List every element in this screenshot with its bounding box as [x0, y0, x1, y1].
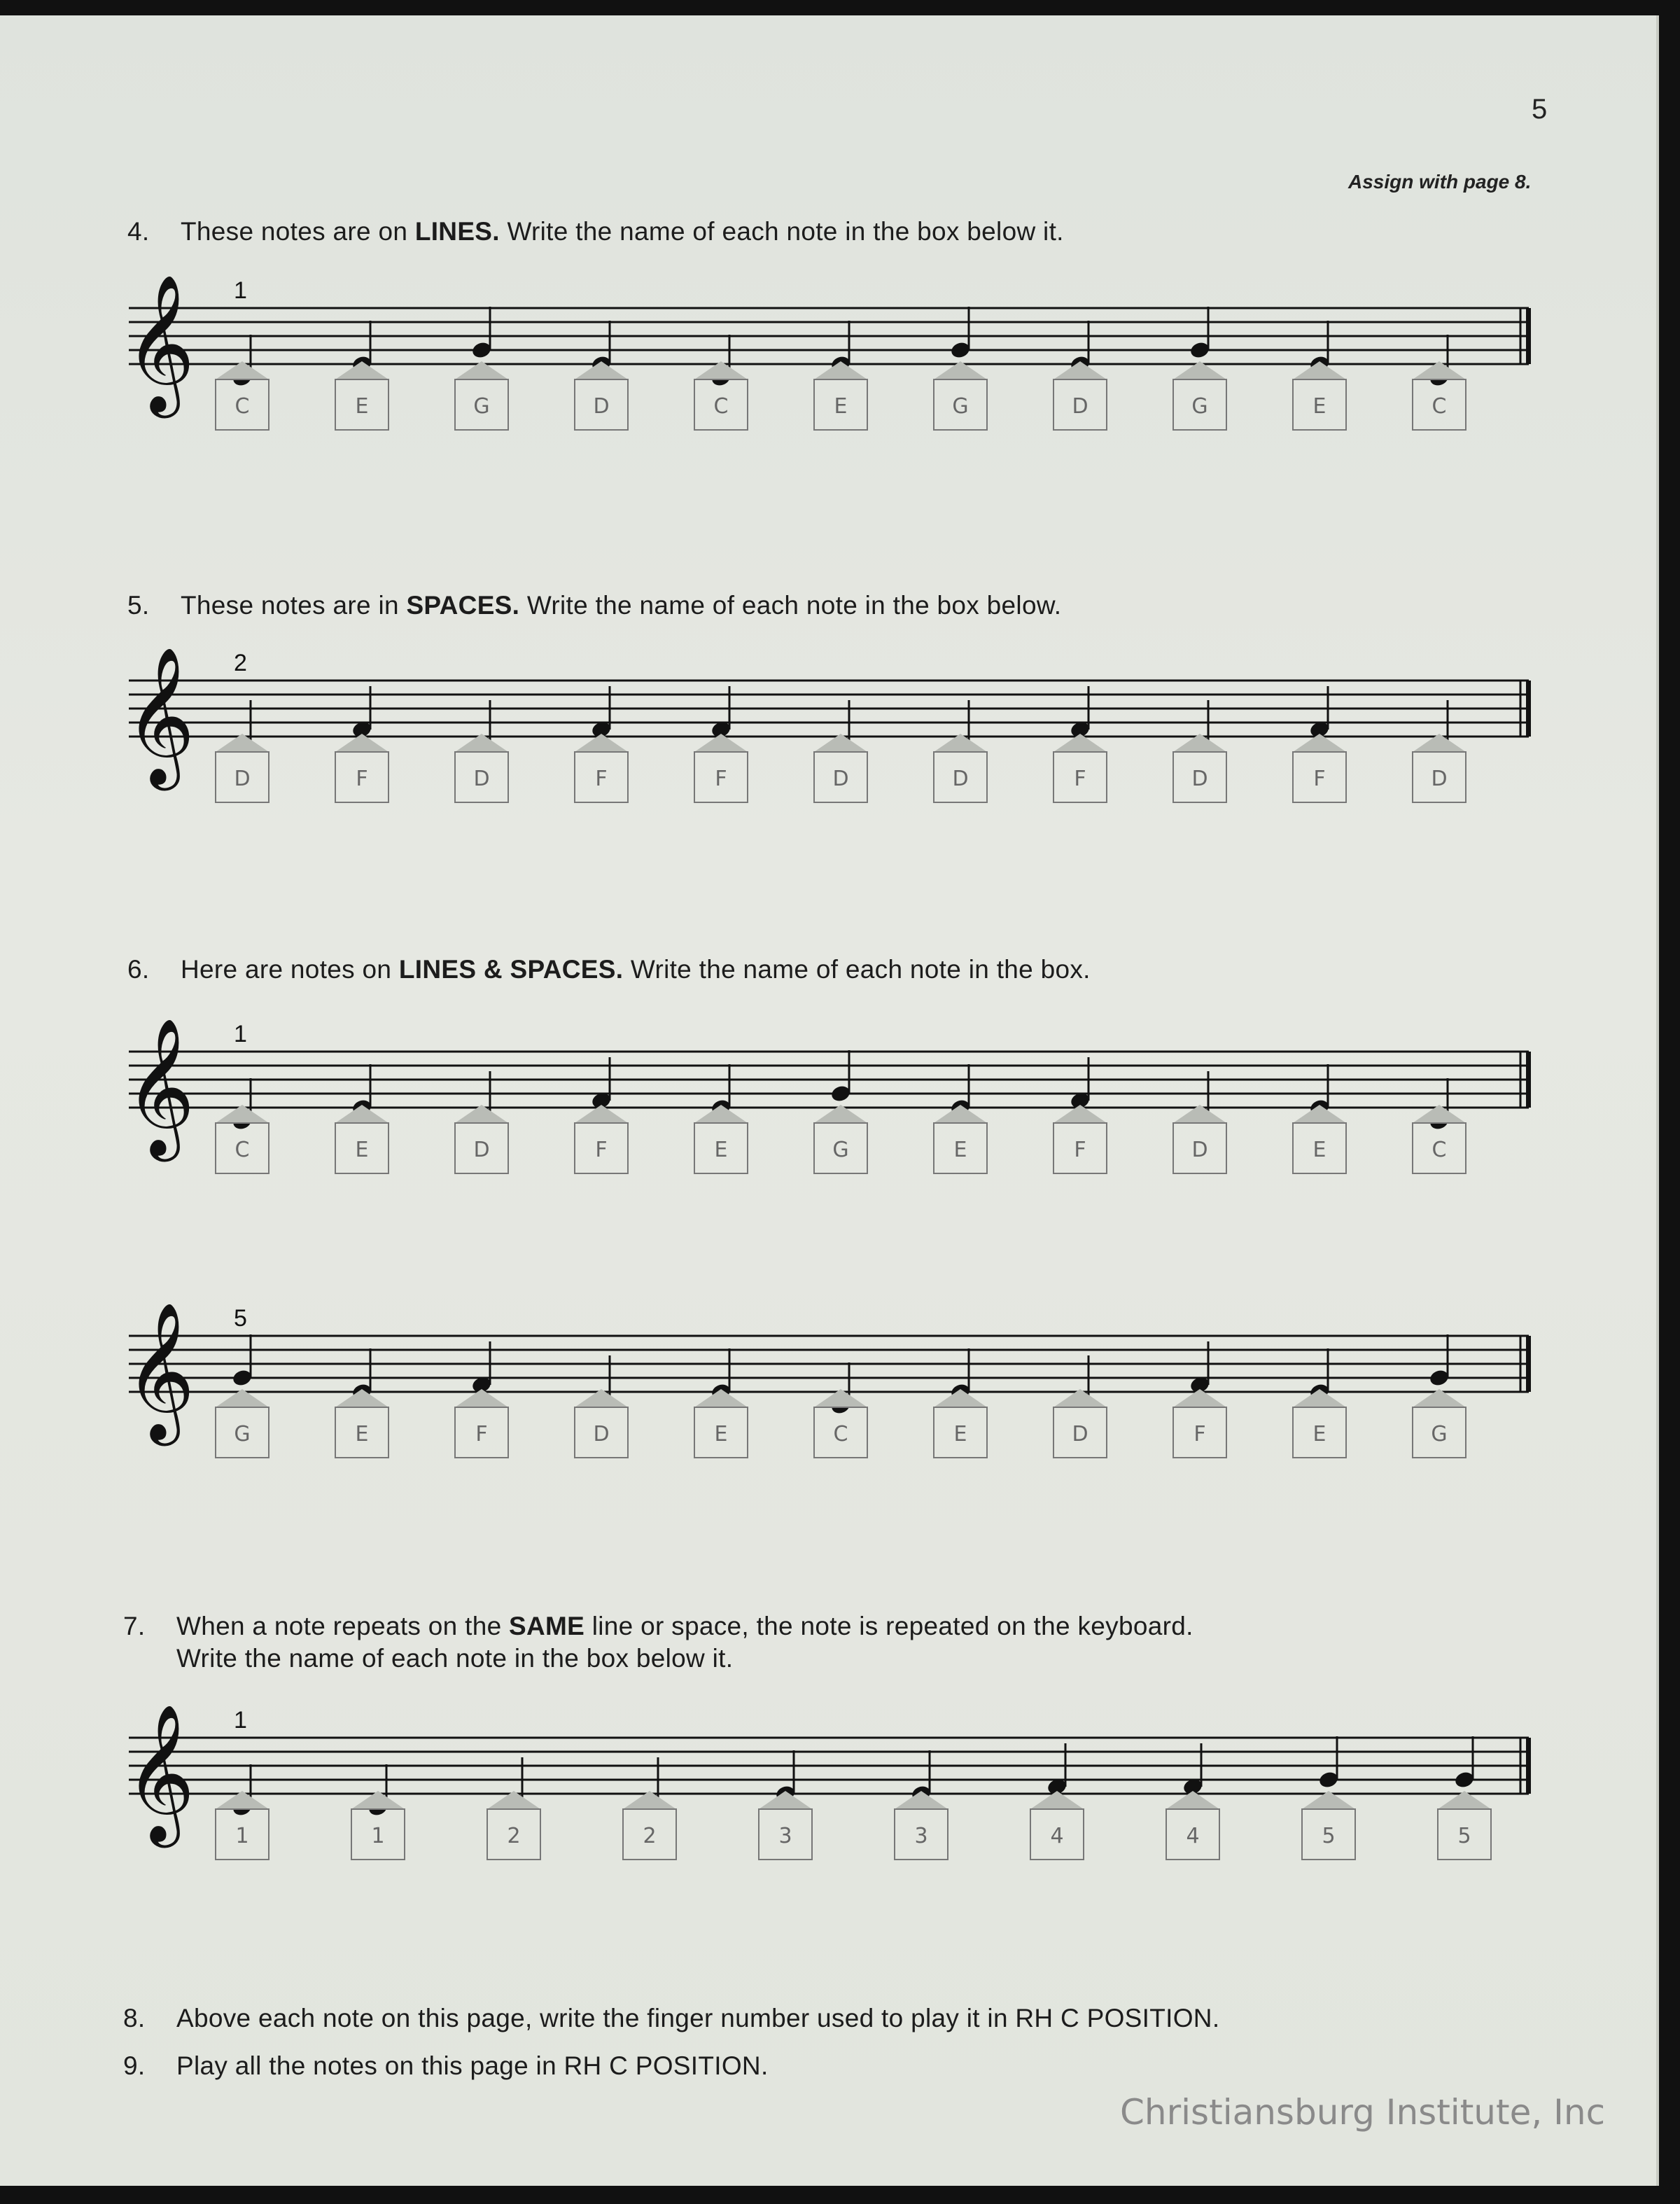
- answer-text: E: [1312, 394, 1326, 419]
- answer-text: 3: [778, 1824, 792, 1848]
- answer-text: E: [834, 394, 848, 419]
- answer-text: D: [1431, 767, 1448, 791]
- staff-svg: [123, 1018, 1544, 1186]
- staff-q5: [123, 647, 1544, 815]
- staff-q4: [123, 274, 1544, 442]
- answer-text: 2: [507, 1824, 521, 1848]
- answer-text: D: [1072, 1422, 1088, 1446]
- final-barline: [1526, 1738, 1531, 1794]
- question-7: 7. When a note repeats on the SAME line or space, the note is repeated on the keyboard. Write the name of each note in the box below it.: [123, 1612, 1194, 1673]
- question-number: 6.: [127, 955, 150, 984]
- answer-text: G: [1191, 394, 1208, 419]
- answer-text: C: [1432, 394, 1447, 419]
- treble-clef-icon: 𝄞: [125, 1704, 195, 1842]
- staff-q6-line2: [123, 1302, 1544, 1470]
- answer-text: G: [234, 1422, 251, 1446]
- staff-svg: [123, 274, 1544, 442]
- answer-text: 1: [371, 1824, 385, 1848]
- answer-text: 3: [914, 1824, 928, 1848]
- answer-text: E: [714, 1422, 728, 1446]
- watermark: Christiansburg Institute, Inc: [1120, 2092, 1606, 2133]
- staff-svg: [123, 1704, 1544, 1872]
- answer-text: C: [833, 1422, 848, 1446]
- answer-text: C: [713, 394, 729, 419]
- answer-text: D: [1072, 394, 1088, 419]
- answer-text: 2: [643, 1824, 657, 1848]
- answer-text: F: [595, 767, 608, 791]
- measure-number: 1: [234, 1707, 247, 1734]
- answer-text: C: [234, 394, 250, 419]
- answer-text: E: [355, 1138, 369, 1162]
- answer-text: E: [714, 1138, 728, 1162]
- measure-number: 1: [234, 277, 247, 304]
- question-5: 5. These notes are in SPACES. Write the name of each note in the box below.: [127, 591, 1062, 620]
- question-number: 5.: [127, 591, 150, 620]
- answer-text: F: [1194, 1422, 1206, 1446]
- measure-number: 5: [234, 1305, 247, 1332]
- staff-svg: [123, 1302, 1544, 1470]
- answer-text: D: [1191, 767, 1208, 791]
- treble-clef-icon: 𝄞: [125, 1018, 195, 1156]
- answer-text: E: [355, 394, 369, 419]
- treble-clef-icon: 𝄞: [125, 647, 195, 785]
- final-barline: [1526, 1052, 1531, 1108]
- answer-text: D: [473, 1138, 490, 1162]
- assign-note: Assign with page 8.: [1348, 171, 1532, 193]
- answer-text: F: [715, 767, 727, 791]
- answer-text: E: [1312, 1138, 1326, 1162]
- answer-text: E: [355, 1422, 369, 1446]
- answer-text: D: [473, 767, 490, 791]
- final-barline: [1526, 1336, 1531, 1392]
- staff-svg: [123, 647, 1544, 815]
- question-4: 4. These notes are on LINES. Write the name of each note in the box below it.: [127, 217, 1064, 246]
- answer-text: G: [1431, 1422, 1448, 1446]
- answer-text: D: [1191, 1138, 1208, 1162]
- page-number: 5: [1532, 94, 1548, 125]
- answer-text: D: [593, 1422, 610, 1446]
- answer-text: 1: [235, 1824, 249, 1848]
- staff-q6-line1: [123, 1018, 1544, 1186]
- answer-text: D: [234, 767, 251, 791]
- answer-text: C: [1432, 1138, 1447, 1162]
- answer-text: D: [593, 394, 610, 419]
- answer-text: F: [1074, 1138, 1086, 1162]
- treble-clef-icon: 𝄞: [125, 1302, 195, 1440]
- answer-text: F: [356, 767, 368, 791]
- question-number: 7.: [123, 1612, 146, 1640]
- question-number: 4.: [127, 217, 150, 246]
- answer-text: F: [1313, 767, 1326, 791]
- final-barline: [1526, 681, 1531, 737]
- answer-text: 4: [1050, 1824, 1064, 1848]
- answer-text: G: [473, 394, 490, 419]
- staff-q7: [123, 1704, 1544, 1872]
- final-barline: [1526, 308, 1531, 364]
- question-6: 6. Here are notes on LINES & SPACES. Write the name of each note in the box.: [127, 955, 1091, 984]
- answer-text: F: [475, 1422, 488, 1446]
- answer-text: 4: [1186, 1824, 1200, 1848]
- answer-text: F: [1074, 767, 1086, 791]
- answer-text: D: [952, 767, 969, 791]
- answer-text: C: [234, 1138, 250, 1162]
- question-9: 9. Play all the notes on this page in RH C POSITION.: [123, 2051, 769, 2080]
- answer-text: G: [832, 1138, 849, 1162]
- answer-text: 5: [1457, 1824, 1471, 1848]
- answer-text: E: [953, 1138, 967, 1162]
- answer-text: E: [1312, 1422, 1326, 1446]
- measure-number: 2: [234, 650, 247, 676]
- answer-text: F: [595, 1138, 608, 1162]
- answer-text: 5: [1322, 1824, 1336, 1848]
- treble-clef-icon: 𝄞: [125, 274, 195, 412]
- answer-text: D: [832, 767, 849, 791]
- question-8: 8. Above each note on this page, write the finger number used to play it in RH C POSITION.: [123, 2004, 1220, 2032]
- answer-text: E: [953, 1422, 967, 1446]
- worksheet-page: [0, 15, 1659, 2186]
- measure-number: 1: [234, 1021, 247, 1047]
- question-number: 8.: [123, 2004, 146, 2032]
- question-number: 9.: [123, 2051, 146, 2080]
- answer-text: G: [952, 394, 969, 419]
